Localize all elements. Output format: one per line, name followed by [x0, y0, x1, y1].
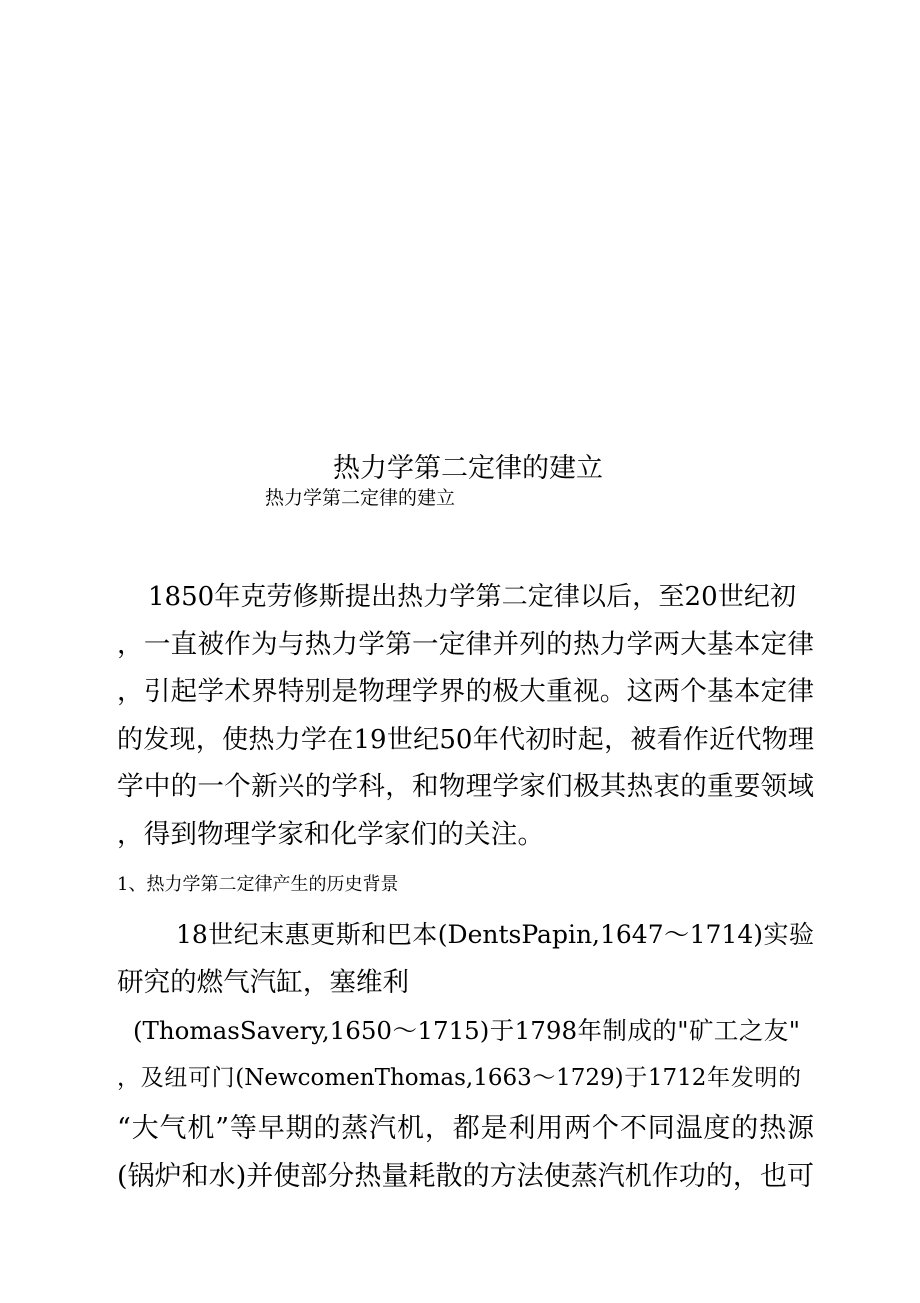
paragraph-line: 18世纪末惠更斯和巴本(DentsPapin,1647～1714)实验: [176, 920, 814, 949]
paragraph-line: “大气机”等早期的蒸汽机，都是利用两个不同温度的热源: [117, 1113, 814, 1144]
document-subtitle: 热力学第二定律的建立: [265, 487, 456, 509]
paragraph-line: ，及纽可门(NewcomenThomas,1663～1729)于1712年发明的: [117, 1065, 801, 1091]
paragraph-line: 学中的一个新兴的学科，和物理学家们极其热衷的重要领域: [117, 771, 814, 802]
paragraph-line: 研究的燃气汽缸，塞维利: [117, 967, 409, 998]
paragraph-line: ，一直被作为与热力学第一定律并列的热力学两大基本定律: [117, 629, 814, 660]
document-title: 热力学第二定律的建立: [333, 453, 603, 484]
paragraph-line: ，引起学术界特别是物理学界的极大重视。这两个基本定律: [117, 676, 814, 707]
paragraph-line: 的发现，使热力学在19世纪50年代初时起，被看作近代物理: [117, 725, 814, 755]
paragraph-line: (锅炉和水)并使部分热量耗散的方法使蒸汽机作功的，也可: [117, 1161, 814, 1192]
paragraph-line: (ThomasSavery,1650～1715)于1798年制成的"矿工之友": [133, 1016, 800, 1045]
paragraph-line: ，得到物理学家和化学家们的关注。: [117, 819, 544, 850]
section-heading: 1、热力学第二定律产生的历史背景: [117, 874, 399, 895]
paragraph-line: 1850年克劳修斯提出热力学第二定律以后，至20世纪初: [148, 582, 796, 612]
